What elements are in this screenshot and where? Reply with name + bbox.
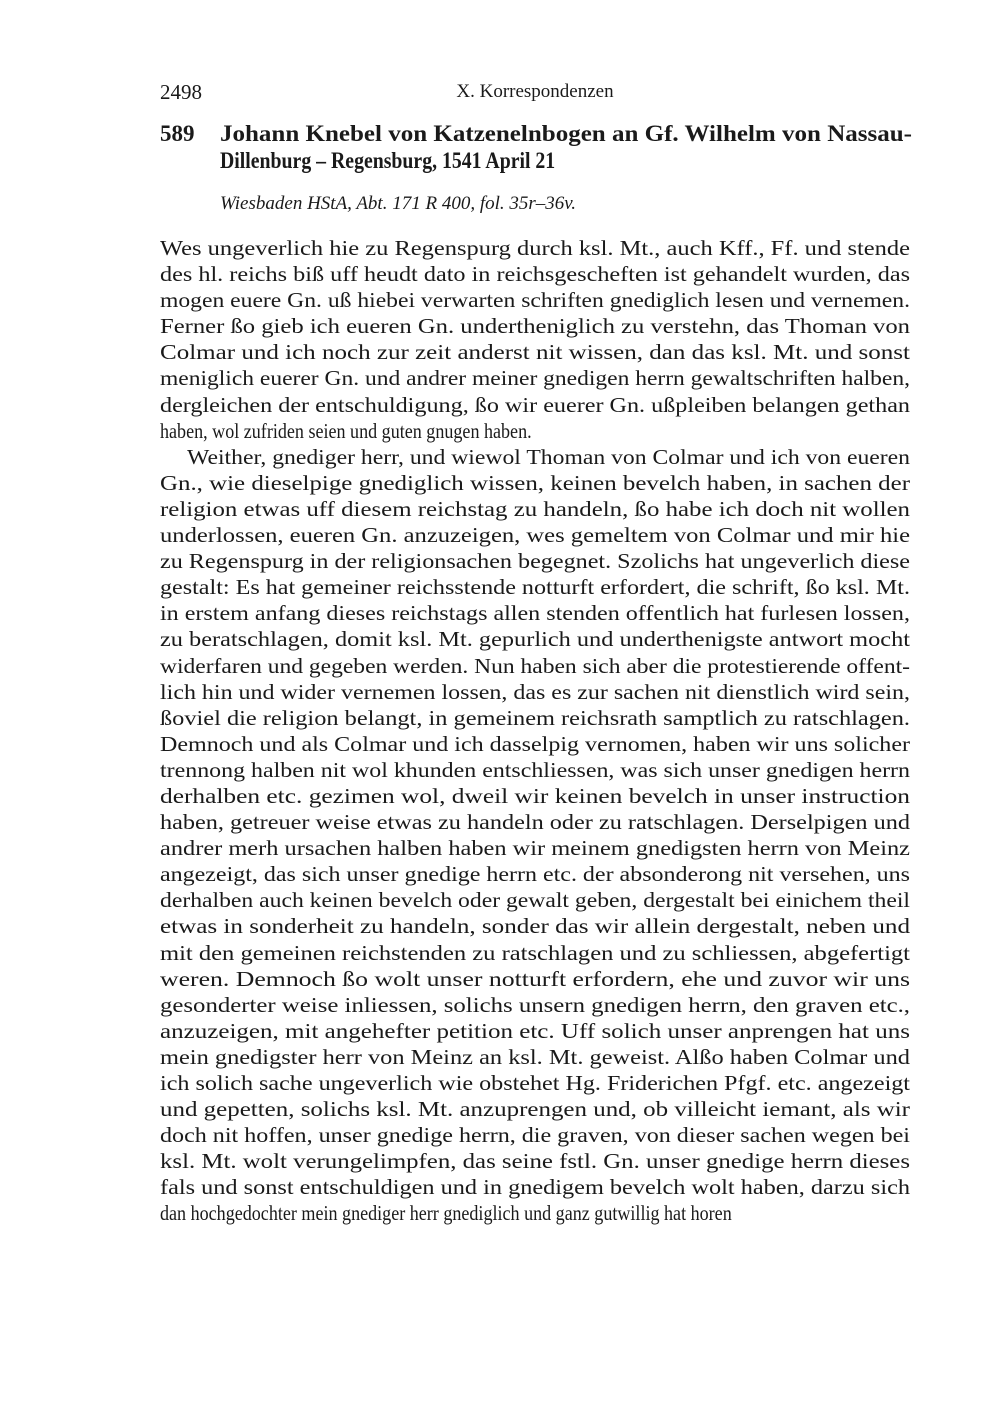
letter-body [160, 235, 910, 1227]
text-line: etwas in sonderheit zu handeln, sonder das wir allein dergestalt, neben und [160, 914, 910, 939]
text-line: anzuzeigen, mit angehefter petition etc. Uff solich unser anprengen hat uns [160, 1018, 910, 1043]
text-line: derhalben etc. gezimen wol, dweil wir keinen bevelch in unser instruction [160, 783, 910, 808]
text-line: und gepetten, solichs ksl. Mt. anzuprengen und, ob villeicht iemant, als wir [160, 1097, 910, 1122]
text-line: andrer merh ursachen halben haben wir meinem gnedigsten herrn von Meinz [160, 836, 910, 861]
text-line: Colmar und ich noch zur zeit anderst nit wissen, dan das ksl. Mt. und sonst [160, 340, 910, 365]
text-line: Weither, gnediger herr, und wiewol Thoman von Colmar und ich von eueren [187, 444, 910, 469]
text-line: ksl. Mt. wolt verungelimpfen, das seine fstl. Gn. unser gnedige herrn dieses [160, 1149, 910, 1174]
text-line: zu beratschlagen, domit ksl. Mt. gepurlich und underthenigste antwort mocht [160, 627, 910, 652]
text-line: ich solich sache ungeverlich wie obstehet Hg. Friderichen Pfgf. etc. angezeigt [160, 1071, 910, 1095]
text-line: mein gnedigster herr von Meinz an ksl. Mt. geweist. Alßo haben Colmar und [160, 1044, 910, 1069]
text-line: Wes ungeverlich hie zu Regenspurg durch ksl. Mt., auch Kff., Ff. und stende [160, 236, 910, 260]
text-line: mit den gemeinen reichstenden zu ratschlagen und zu schliessen, abgefertigt [160, 940, 910, 965]
text-line: fals und sonst entschuldigen und in gnedigem bevelch wolt haben, darzu sich [160, 1175, 910, 1200]
source-citation: Wiesbaden HStA, Abt. 171 R 400, fol. 35r–36v. [220, 193, 577, 214]
text-line: doch nit hoffen, unser gnedige herrn, die graven, von dieser sachen wegen bei [160, 1123, 910, 1148]
text-line: Ferner ßo gieb ich eueren Gn. undertheniglich zu verstehn, das Thoman von [160, 314, 910, 339]
text-line: religion etwas uff diesem reichstag zu handeln, ßo habe ich doch nit wollen [160, 496, 910, 521]
text-line: ßoviel die religion belangt, in gemeinem reichsrath samptlich zu ratschlagen. [160, 705, 910, 730]
text-line: angezeigt, das sich unser gnedige herrn etc. der absonderong nit versehen, uns [160, 862, 910, 887]
page-number: 2498 [160, 80, 202, 104]
text-line: in erstem anfang dieses reichstags allen stenden offentlich hat furlesen lossen, [160, 601, 910, 626]
entry-title-line: Dillenburg – Regensburg, 1541 April 21 [220, 148, 556, 173]
text-line: widerfaren und gegeben werden. Nun haben sich aber die protestierende offent- [160, 653, 910, 678]
text-line: zu Regenspurg in der religionsachen begegnet. Szolichs hat ungeverlich diese [160, 549, 910, 574]
text-line: weren. Demnoch ßo wolt unser notturft erfordern, ehe und zuvor wir uns [160, 966, 910, 991]
text-line: Gn., wie dieselpige gnediglich wissen, keinen bevelch haben, in sachen der [160, 470, 910, 495]
entry-title [220, 120, 912, 174]
running-title: X. Korrespondenzen [456, 81, 614, 102]
running-header [160, 80, 910, 106]
text-line: underlossen, eueren Gn. anzuzeigen, wes gemeltem von Colmar und mir hie [160, 523, 910, 548]
text-line: lich hin und wider vernemen lossen, das es zur sachen nit dienstlich wird sein, [160, 679, 911, 704]
entry-number: 589 [160, 121, 195, 146]
text-line: gesonderter weise inliessen, solichs unsern gnedigen herrn, den graven etc., [160, 992, 910, 1017]
text-line: gestalt: Es hat gemeiner reichsstende notturft erfordert, die schrift, ßo ksl. Mt. [160, 575, 910, 600]
text-line: mogen euere Gn. uß hiebei verwarten schriften gnediglich lesen und vernemen. [160, 288, 910, 313]
text-line: meniglich euerer Gn. und andrer meiner gnedigen herrn gewaltschriften halben, [160, 366, 910, 391]
text-line: derhalben auch keinen bevelch oder gewalt geben, dergestalt bei einichem theil [160, 888, 910, 913]
text-line: haben, getreuer weise etwas zu handeln oder zu ratschlagen. Derselpigen und [160, 810, 910, 835]
text-line: des hl. reichs biß uff heudt dato in reichsgescheften ist gehandelt wurden, das [160, 262, 910, 287]
text-line: haben, wol zufriden seien und guten gnugen haben. [160, 418, 532, 443]
text-line: dan hochgedochter mein gnediger herr gnediglich und ganz gutwillig hat horen [160, 1201, 732, 1226]
entry-title-line: Johann Knebel von Katzenelnbogen an Gf. Wilhelm von Nassau- [220, 121, 912, 146]
text-line: Demnoch und als Colmar und ich dasselpig vernomen, haben wir uns solicher [160, 731, 910, 756]
text-line: dergleichen der entschuldigung, ßo wir euerer Gn. ußpleiben belangen gethan [160, 392, 910, 417]
text-line: trennong halben nit wol khunden entschliessen, was sich unser gnedigen herrn [160, 757, 910, 782]
